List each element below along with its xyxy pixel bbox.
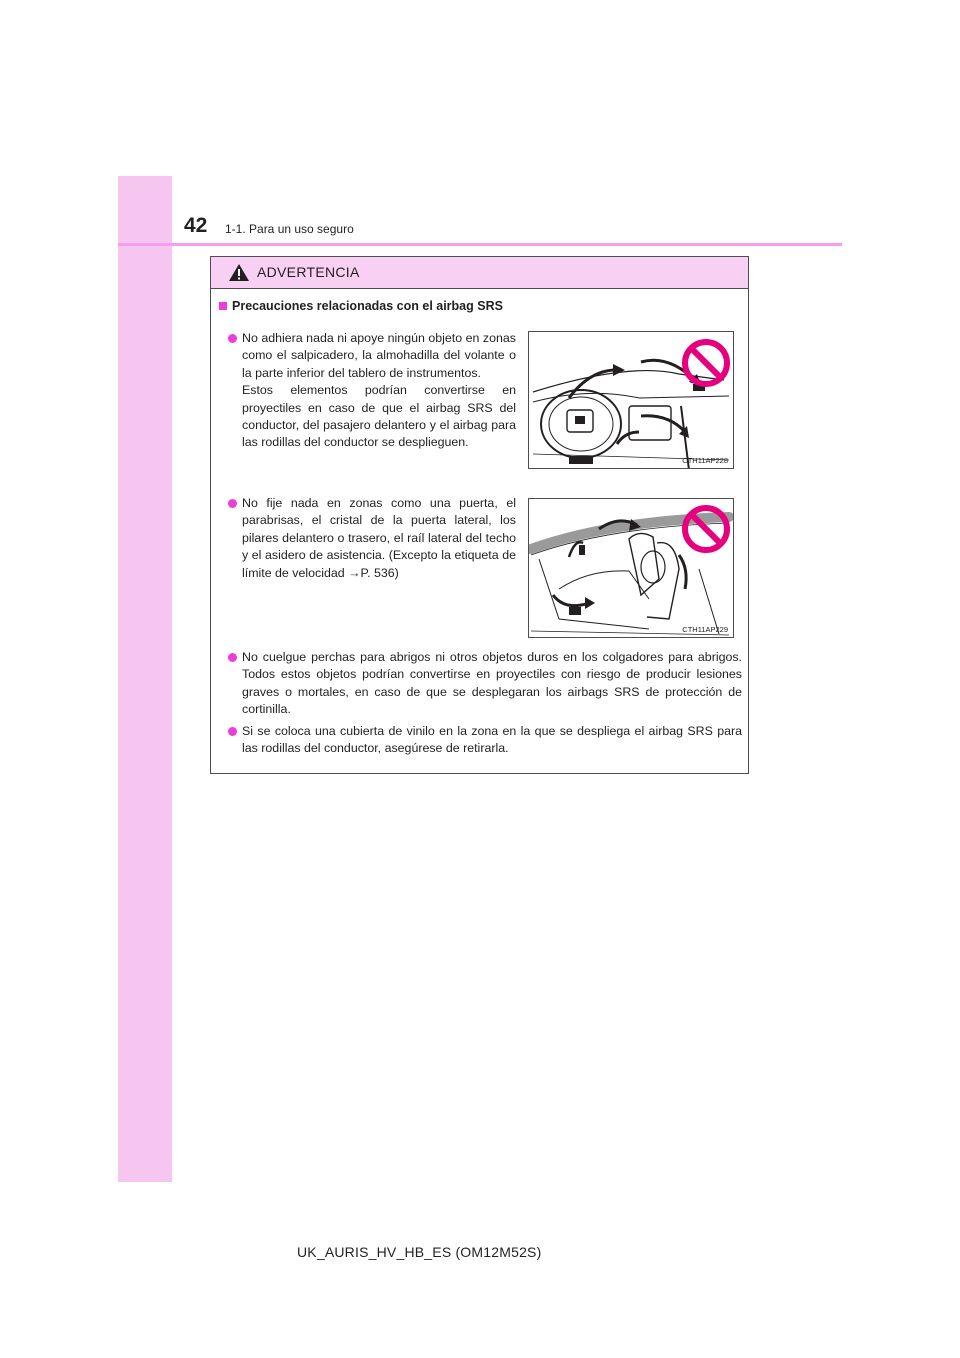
section-title: 1-1. Para un uso seguro [225, 222, 354, 236]
header-rule [118, 243, 842, 246]
figure-code: CTH11AP229 [682, 625, 728, 634]
list-item-text: Si se coloca una cubierta de vinilo en la zona en la que se despliega el airbag SRS para las rodillas del conductor, asegúrese de retirarla. [242, 724, 742, 756]
side-chapter-tab [118, 176, 172, 1182]
warning-subheading-text: Precauciones relacionadas con el airbag SRS [232, 299, 503, 313]
manual-code: UK_AURIS_HV_HB_ES (OM12M52S) [297, 1244, 542, 1260]
warning-triangle-icon [228, 263, 250, 282]
warning-box [210, 256, 749, 774]
bullet-dot-icon [228, 334, 237, 343]
list-item [242, 330, 516, 452]
prohibited-icon [681, 338, 731, 388]
warning-header [211, 257, 748, 289]
bullet-dot-icon [228, 653, 237, 662]
list-item-text: No cuelgue perchas para abrigos ni otros objetos duros en los colgadores para abrigos. Todos estos objetos podrían convertirse en proyectiles con riesgo de producir lesiones graves o mortales, en caso de que se desplegaran los airbags SRS de protección de cortinilla. [242, 650, 742, 717]
list-item [242, 495, 516, 582]
warning-title: ADVERTENCIA [257, 264, 360, 280]
list-item-text: No adhiera nada ni apoye ningún objeto en zonas como el salpicadero, la almohadilla del volante o la parte inferior del tablero de instrumentos. [242, 331, 516, 380]
prohibited-icon [681, 504, 731, 554]
warning-subheading [219, 299, 503, 313]
figure-code: CTH11AP228 [682, 456, 728, 465]
dashboard-illustration [528, 331, 734, 469]
list-item [242, 723, 742, 758]
list-item [242, 649, 742, 719]
bullet-dot-icon [228, 727, 237, 736]
page-number: 42 [184, 214, 208, 237]
list-item-text: No fije nada en zonas como una puerta, el parabrisas, el cristal de la puerta lateral, los pilares delantero o trasero, el raíl lateral del techo y el asidero de asistencia. (Excepto la etiqueta de límite de velocidad →P. 536) [242, 496, 516, 580]
interior-illustration [528, 498, 734, 638]
bullet-dot-icon [228, 499, 237, 508]
list-item-text-extra: Estos elementos podrían convertirse en proyectiles en caso de que el airbag SRS del conductor, del pasajero delantero y el airbag para las rodillas del conductor se desplieguen. [242, 383, 516, 450]
square-bullet-icon [219, 302, 227, 310]
